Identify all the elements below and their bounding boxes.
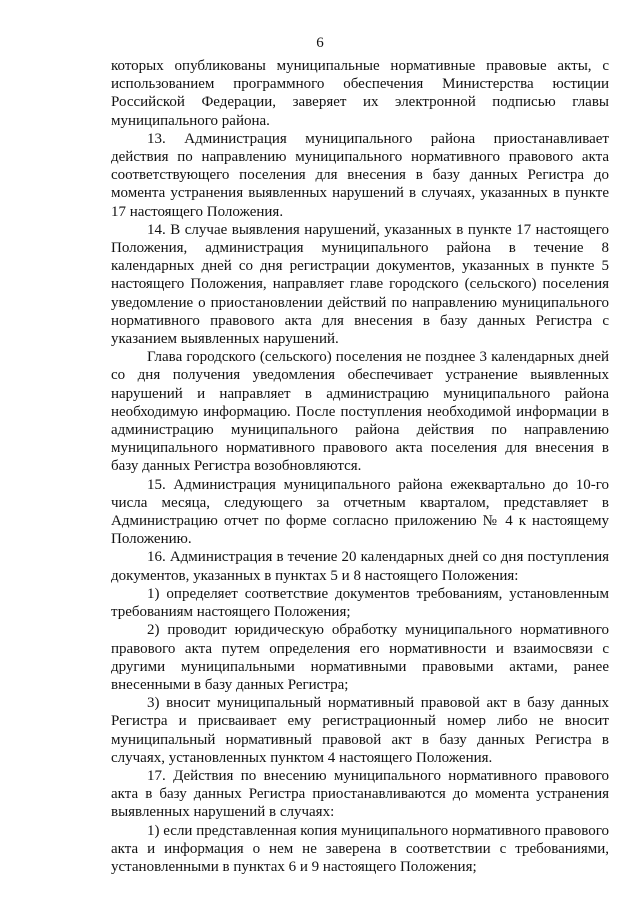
paragraph-item-14: 14. В случае выявления нарушений, указанных в пункте 17 настоящего Положения, администрация муниципального района в течение 8 календарных дней со дня регистрации документов, указанных в пункте 5 настоящего Положения, направляет главе городского (сельского) поселения уведомление о приостановлении действий по направлению муниципального нормативного правового акта для внесения в базу данных Регистра с указанием выявленных нарушений. bbox=[111, 221, 609, 348]
paragraph-head-of-settlement: Глава городского (сельского) поселения не позднее 3 календарных дней со дня получения уведомления обеспечивает устранение выявленных нарушений и направляет в администрацию муниципального района необходимую информацию. После поступления необходимой информации в администрацию муниципального района действия по направлению муниципального нормативного правового акта поселения для внесения в базу данных Регистра возобновляются. bbox=[111, 349, 609, 475]
paragraph-item-16: 16. Администрация в течение 20 календарных дней со дня поступления документов, указанных в пунктах 5 и 8 настоящего Положения: bbox=[111, 549, 609, 584]
paragraph-item-16-1: 1) определяет соответствие документов требованиям, установленным требованиям настоящего Положения; bbox=[111, 585, 609, 621]
paragraph-item-15: 15. Администрация муниципального района ежеквартально до 10-го числа месяца, следующего за отчетным кварталом, представляет в Администрацию отчет по форме согласно приложению № 4 к настоящему Положению. bbox=[111, 476, 609, 548]
document-body bbox=[111, 57, 609, 876]
paragraph-item-17-1: 1) если представленная копия муниципального нормативного правового акта и информация о нем не заверена в соответствии с требованиями, установленными в пунктах 6 и 9 настоящего Положения; bbox=[111, 822, 609, 875]
paragraph-item-16-2: 2) проводит юридическую обработку муниципального нормативного правового акта путем определения его нормативности и взаимосвязи с другими муниципальными нормативными правовыми актами, ранее внесенными в базу данных Регистра; bbox=[111, 622, 609, 693]
paragraph-item-16-3: 3) вносит муниципальный нормативный правовой акт в базу данных Регистра и присваивает ему регистрационный номер либо не вносит муниципальный нормативный правовой акт в базу данных Регистра в случаях, установленных пунктом 4 настоящего Положения. bbox=[111, 695, 609, 766]
paragraph-continuation: которых опубликованы муниципальные нормативные правовые акты, с использованием программного обеспечения Министерства юстиции Российской Федерации, заверяет их электронной подписью главы муниципального района. bbox=[111, 58, 609, 129]
paragraph-item-17: 17. Действия по внесению муниципального нормативного правового акта в базу данных Регистра приостанавливаются до момента устранения выявленных нарушений в случаях: bbox=[111, 767, 609, 821]
page-number: 6 bbox=[316, 35, 324, 51]
paragraph-item-13: 13. Администрация муниципального района приостанавливает действия по направлению муниципального нормативного правового акта соответствующего поселения для внесения в базу данных Регистра до момента устранения выявленных нарушений в случаях, указанных в пункте 17 настоящего Положения. bbox=[111, 130, 609, 220]
